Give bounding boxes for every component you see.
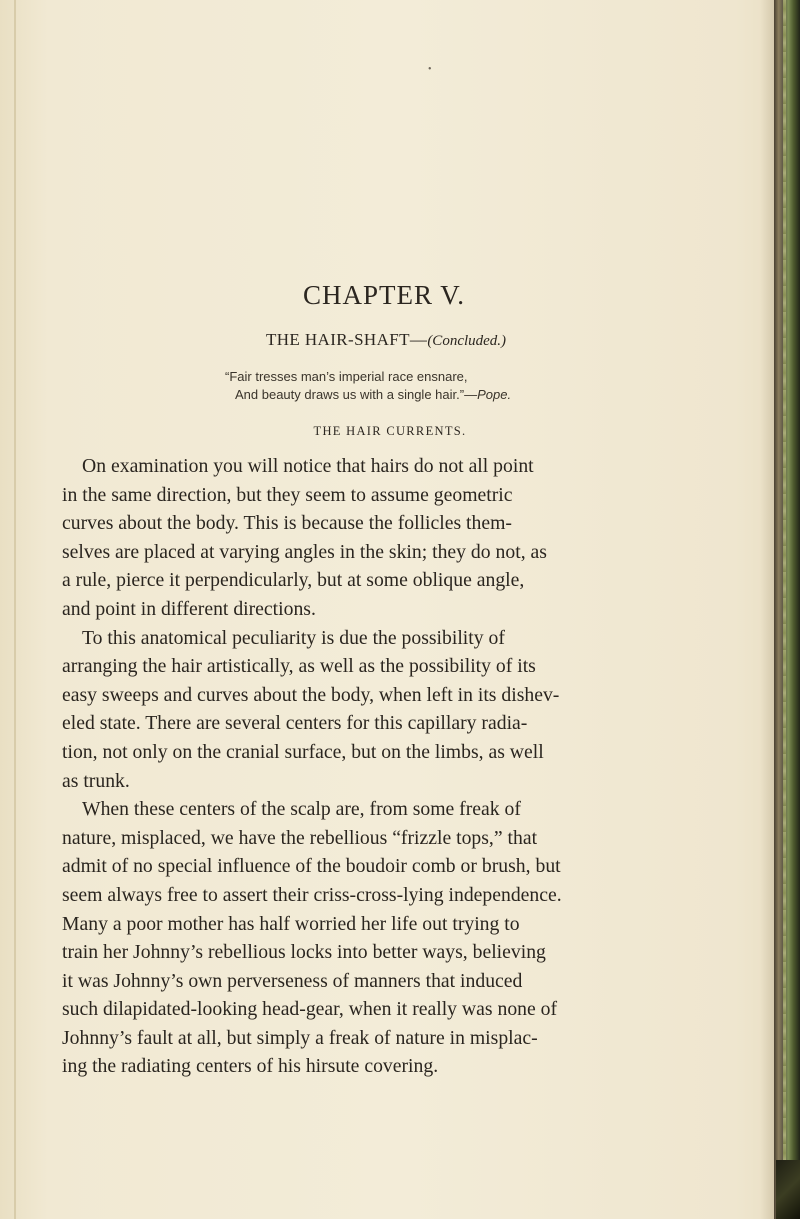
- body-line: On examination you will notice that hairs do not all point: [82, 455, 534, 477]
- page-dot-mark: •: [428, 64, 432, 75]
- body-line: Many a poor mother has half worried her life out trying to: [62, 912, 520, 935]
- chapter-subtitle: [0, 330, 786, 350]
- epigraph-attribution: Pope.: [477, 387, 512, 402]
- section-heading: THE HAIR CURRENTS.: [313, 424, 467, 438]
- body-line: seem always free to assert their criss-cross-lying independence.: [62, 883, 562, 906]
- body-line: it was Johnny’s own perverseness of manners that induced: [62, 969, 523, 992]
- body-line: ing the radiating centers of his hirsute covering.: [62, 1055, 439, 1078]
- chapter-title: CHAPTER V.: [302, 280, 466, 310]
- epigraph-line-2-wrap: [225, 386, 745, 404]
- body-line: curves about the body. This is because the follicles them-: [62, 512, 512, 535]
- spine-highlight: [783, 0, 786, 1219]
- body-line: tion, not only on the cranial surface, but on the limbs, as well: [62, 740, 544, 763]
- gutter-shadow: [760, 0, 774, 1219]
- body-line: such dilapidated-looking head-gear, when it really was none of: [62, 998, 558, 1021]
- body-line: Johnny’s fault at all, but simply a freak of nature in misplac-: [62, 1026, 538, 1049]
- spine-bottom-corner: [776, 1160, 800, 1219]
- page-left-edge: [14, 0, 16, 1219]
- body-line: train her Johnny’s rebellious locks into better ways, believing: [62, 941, 546, 964]
- epigraph: [225, 368, 745, 404]
- body-line: in the same direction, but they seem to assume geometric: [62, 483, 513, 506]
- body-line: easy sweeps and curves about the body, when left in its dishev-: [62, 683, 560, 706]
- body-text: [62, 452, 688, 1081]
- epigraph-line-2: And beauty draws us with a single hair.”—: [235, 387, 478, 402]
- subtitle-concluded: (Concluded.): [427, 333, 507, 349]
- book-spine-edge: [774, 0, 800, 1219]
- subtitle-main: THE HAIR-SHAFT—: [265, 330, 428, 349]
- body-line: selves are placed at varying angles in the skin; they do not, as: [62, 540, 547, 563]
- body-line: nature, misplaced, we have the rebellious “frizzle tops,” that: [62, 826, 538, 849]
- body-line: arranging the hair artistically, as well as the possibility of its: [62, 655, 536, 678]
- body-line: as trunk.: [62, 769, 130, 792]
- body-line: and point in different directions.: [62, 597, 316, 620]
- body-line: When these centers of the scalp are, from some freak of: [82, 798, 521, 821]
- body-line: To this anatomical peculiarity is due the possibility of: [82, 626, 505, 649]
- body-line: a rule, pierce it perpendicularly, but at some oblique angle,: [62, 569, 525, 592]
- body-line: eled state. There are several centers for this capillary radia-: [62, 712, 528, 735]
- body-line: admit of no special influence of the boudoir comb or brush, but: [62, 855, 561, 878]
- epigraph-line-1: “Fair tresses man’s imperial race ensnare,: [225, 369, 468, 384]
